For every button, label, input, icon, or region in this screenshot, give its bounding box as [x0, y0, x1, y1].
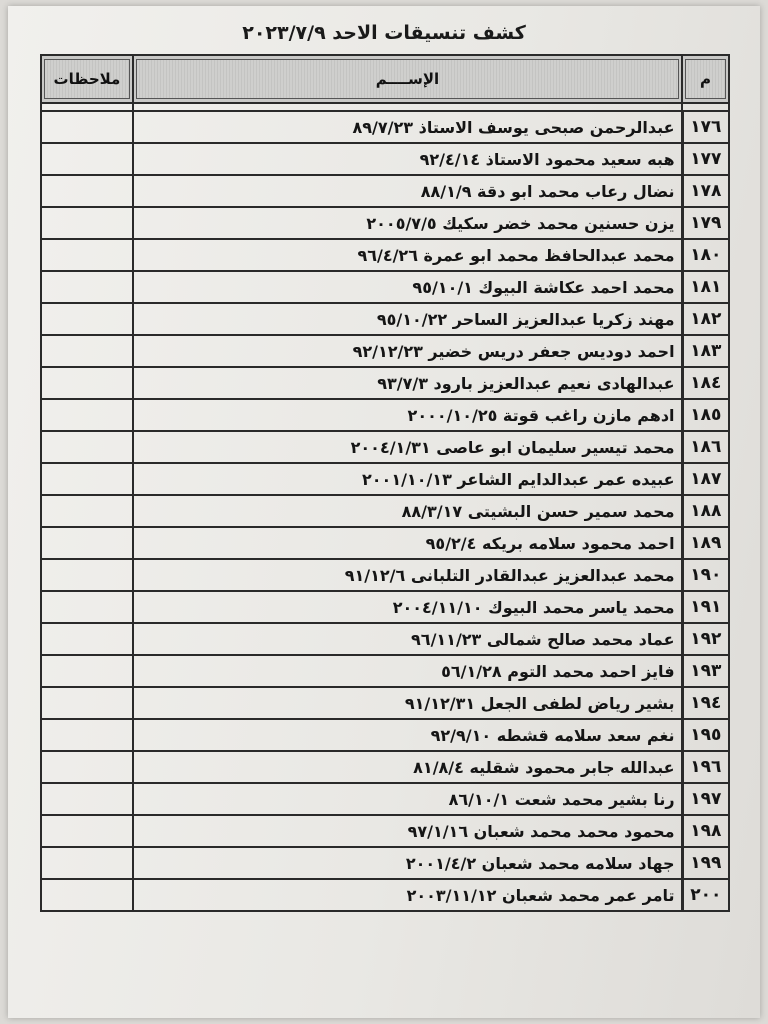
- row-notes: [41, 495, 133, 527]
- row-number: ١٨٢: [682, 303, 729, 335]
- table-row: [41, 303, 729, 335]
- row-number: ١٩٤: [682, 687, 729, 719]
- header-notes: ملاحظات: [41, 55, 133, 103]
- row-number: ١٧٩: [682, 207, 729, 239]
- row-name: محمد احمد عكاشة البيوك ٩٥/١٠/١: [133, 271, 682, 303]
- row-notes: [41, 655, 133, 687]
- row-number: ١٩٢: [682, 623, 729, 655]
- row-name: مهند زكريا عبدالعزيز الساحر ٩٥/١٠/٢٢: [133, 303, 682, 335]
- row-name: محمد سمير حسن البشيتى ٨٨/٣/١٧: [133, 495, 682, 527]
- row-name: بشير رياض لطفى الجعل ٩١/١٢/٣١: [133, 687, 682, 719]
- row-number: ١٨٦: [682, 431, 729, 463]
- table-row: [41, 111, 729, 143]
- table-row: [41, 463, 729, 495]
- row-number: ١٩٨: [682, 815, 729, 847]
- names-table: [40, 54, 730, 912]
- row-notes: [41, 271, 133, 303]
- row-notes: [41, 207, 133, 239]
- header-name: الإســــم: [133, 55, 682, 103]
- table-row: [41, 431, 729, 463]
- table-row: [41, 527, 729, 559]
- table-row: [41, 399, 729, 431]
- row-notes: [41, 463, 133, 495]
- row-name: فايز احمد محمد التوم ٥٦/١/٢٨: [133, 655, 682, 687]
- row-notes: [41, 623, 133, 655]
- row-name: احمد محمود سلامه بريكه ٩٥/٢/٤: [133, 527, 682, 559]
- table-row: [41, 719, 729, 751]
- row-notes: [41, 783, 133, 815]
- table-row: [41, 783, 729, 815]
- header-num: م: [682, 55, 729, 103]
- row-number: ١٨٩: [682, 527, 729, 559]
- row-number: ١٨٣: [682, 335, 729, 367]
- row-name: عبدالرحمن صبحى يوسف الاستاذ ٨٩/٧/٢٣: [133, 111, 682, 143]
- table-row: [41, 687, 729, 719]
- row-name: هبه سعيد محمود الاستاذ ٩٢/٤/١٤: [133, 143, 682, 175]
- table-row: [41, 847, 729, 879]
- table-row: [41, 367, 729, 399]
- row-name: ادهم مازن راغب قوتة ٢٠٠٠/١٠/٢٥: [133, 399, 682, 431]
- row-number: ١٩٧: [682, 783, 729, 815]
- table-row: [41, 591, 729, 623]
- table-row: [41, 559, 729, 591]
- row-name: تامر عمر محمد شعبان ٢٠٠٣/١١/١٢: [133, 879, 682, 911]
- row-notes: [41, 879, 133, 911]
- row-number: ١٨٨: [682, 495, 729, 527]
- row-number: ١٩٦: [682, 751, 729, 783]
- table-row: [41, 239, 729, 271]
- table-row: [41, 623, 729, 655]
- row-number: ١٩٩: [682, 847, 729, 879]
- row-number: ١٧٦: [682, 111, 729, 143]
- row-name: رنا بشير محمد شعت ٨٦/١٠/١: [133, 783, 682, 815]
- row-name: عبدالله جابر محمود شقليه ٨١/٨/٤: [133, 751, 682, 783]
- row-name: محمد عبدالعزيز عبدالقادر التلبانى ٩١/١٢/٦: [133, 559, 682, 591]
- table-row: [41, 335, 729, 367]
- row-name: نضال رعاب محمد ابو دقة ٨٨/١/٩: [133, 175, 682, 207]
- row-notes: [41, 111, 133, 143]
- row-notes: [41, 399, 133, 431]
- row-number: ١٩٠: [682, 559, 729, 591]
- row-notes: [41, 591, 133, 623]
- row-name: محمد تيسير سليمان ابو عاصى ٢٠٠٤/١/٣١: [133, 431, 682, 463]
- row-notes: [41, 559, 133, 591]
- row-name: نغم سعد سلامه قشطه ٩٢/٩/١٠: [133, 719, 682, 751]
- row-notes: [41, 239, 133, 271]
- row-number: ١٨٥: [682, 399, 729, 431]
- row-name: عبدالهادى نعيم عبدالعزيز بارود ٩٣/٧/٣: [133, 367, 682, 399]
- row-notes: [41, 367, 133, 399]
- row-name: احمد دوديس جعفر دريس خضير ٩٢/١٢/٢٣: [133, 335, 682, 367]
- row-name: جهاد سلامه محمد شعبان ٢٠٠١/٤/٢: [133, 847, 682, 879]
- row-number: ١٨١: [682, 271, 729, 303]
- row-number: ١٨٤: [682, 367, 729, 399]
- row-number: ١٨٠: [682, 239, 729, 271]
- row-name: محمد عبدالحافظ محمد ابو عمرة ٩٦/٤/٢٦: [133, 239, 682, 271]
- table-row: [41, 207, 729, 239]
- table-row: [41, 175, 729, 207]
- document-title: كشف تنسيقات الاحد ٢٠٢٣/٧/٩: [242, 22, 526, 44]
- row-notes: [41, 719, 133, 751]
- row-notes: [41, 175, 133, 207]
- row-number: ٢٠٠: [682, 879, 729, 911]
- row-number: ١٩٥: [682, 719, 729, 751]
- row-notes: [41, 847, 133, 879]
- table-row: [41, 143, 729, 175]
- row-name: عبيده عمر عبدالدايم الشاعر ٢٠٠١/١٠/١٣: [133, 463, 682, 495]
- table-row: [41, 495, 729, 527]
- table-row: [41, 271, 729, 303]
- row-notes: [41, 687, 133, 719]
- row-name: محمد ياسر محمد البيوك ٢٠٠٤/١١/١٠: [133, 591, 682, 623]
- table-row: [41, 751, 729, 783]
- table-row: [41, 879, 729, 911]
- row-number: ١٨٧: [682, 463, 729, 495]
- table-body: [41, 103, 729, 911]
- header-row: [41, 55, 729, 103]
- row-number: ١٩٣: [682, 655, 729, 687]
- row-name: عماد محمد صالح شمالى ٩٦/١١/٢٣: [133, 623, 682, 655]
- spacer-row: [41, 103, 729, 111]
- row-notes: [41, 143, 133, 175]
- table-row: [41, 655, 729, 687]
- row-notes: [41, 527, 133, 559]
- row-number: ١٧٨: [682, 175, 729, 207]
- row-notes: [41, 751, 133, 783]
- row-notes: [41, 303, 133, 335]
- row-notes: [41, 335, 133, 367]
- row-number: ١٩١: [682, 591, 729, 623]
- table-row: [41, 815, 729, 847]
- row-notes: [41, 431, 133, 463]
- row-notes: [41, 815, 133, 847]
- row-name: يزن حسنين محمد خضر سكيك ٢٠٠٥/٧/٥: [133, 207, 682, 239]
- row-number: ١٧٧: [682, 143, 729, 175]
- row-name: محمود محمد محمد شعبان ٩٧/١/١٦: [133, 815, 682, 847]
